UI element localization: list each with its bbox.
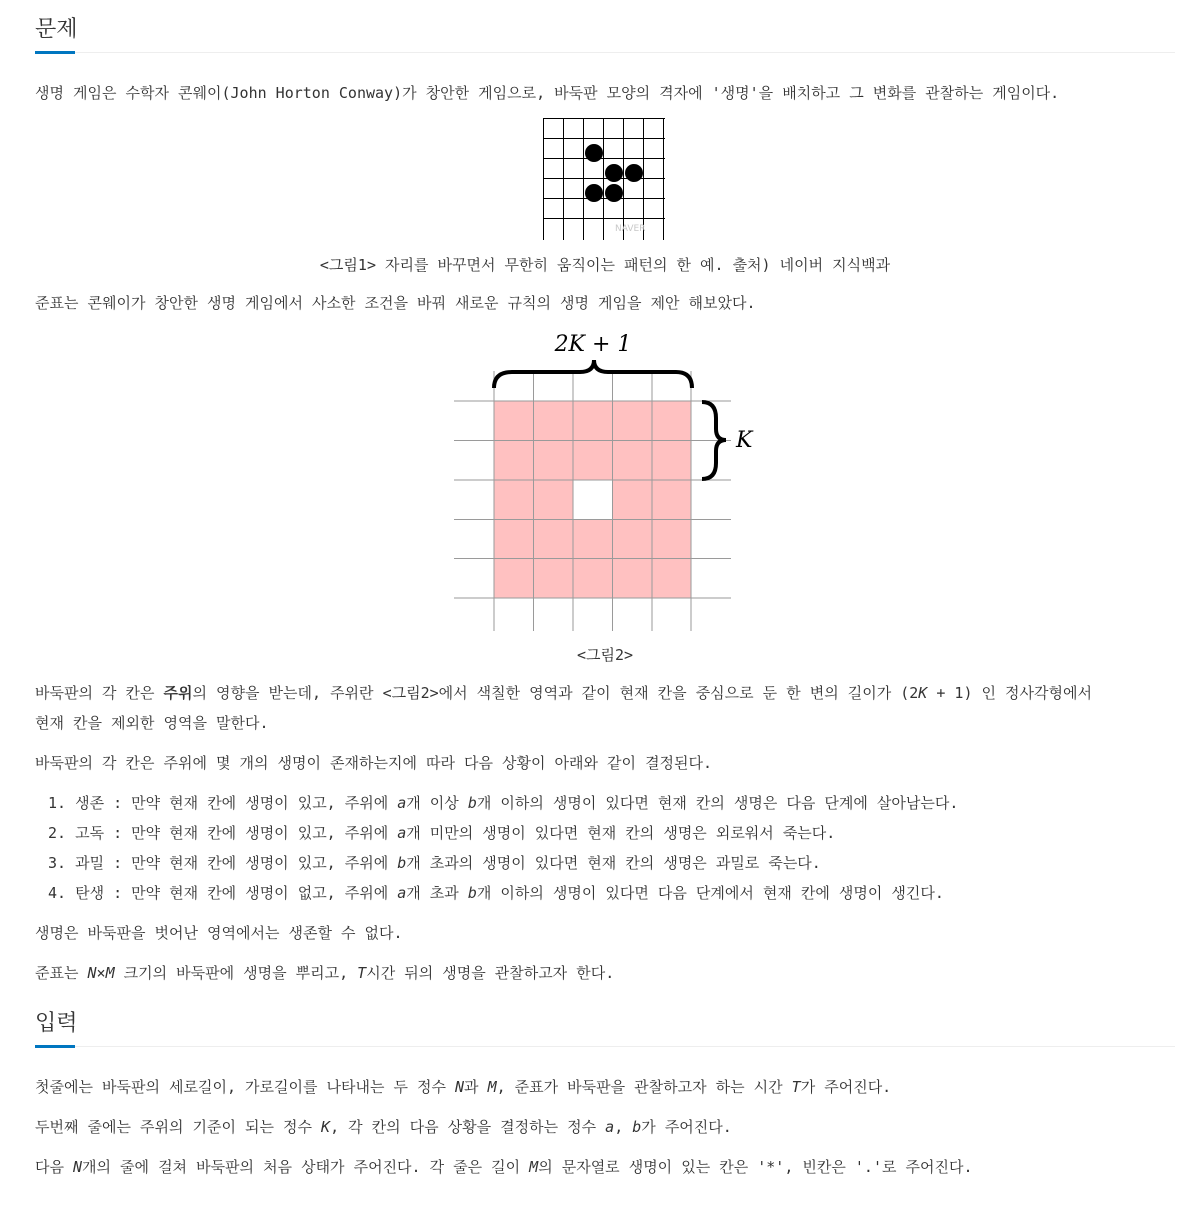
rule-item: 2. 고독 : 만약 현재 칸에 생명이 있고, 주위에 a개 미만의 생명이 있다면 현재 칸의 생명은 외로워서 죽는다. [48, 824, 836, 842]
figure2-neighborhood-diagram [454, 326, 764, 631]
center-cell [573, 480, 613, 520]
figure1-glider-grid [543, 118, 667, 240]
live-cell [605, 164, 623, 182]
figure2-top-label: 2K + 1 [554, 332, 632, 357]
problem-heading: 문제 [35, 17, 78, 42]
neighborhood-definition: 바둑판의 각 칸은 주위의 영향을 받는데, 주위란 <그림2>에서 색칠한 영역과 같이 현재 칸을 중심으로 둔 한 변의 길이가 (2K + 1) 인 정사각형에서 [35, 684, 1092, 702]
intro-paragraph: 생명 게임은 수학자 콘웨이(John Horton Conway)가 창안한 게임으로, 바둑판 모양의 격자에 '생명'을 배치하고 그 변화를 관찰하는 게임이다. [35, 84, 1060, 102]
input-line-1: 첫줄에는 바둑판의 세로길이, 가로길이를 나타내는 두 정수 N과 M, 준표가 바둑판을 관찰하고자 하는 시간 T가 주어진다. [35, 1078, 892, 1096]
heading-accent-bar [35, 1045, 75, 1048]
input-line-2: 두번째 줄에는 주위의 기준이 되는 정수 K, 각 칸의 다음 상황을 결정하는 정수 a, b가 주어진다. [35, 1118, 732, 1136]
figure2-side-label: K [736, 428, 753, 453]
figure1-watermark: NAVER [615, 224, 646, 234]
input-section-header [35, 1010, 1175, 1038]
rule-item: 3. 과밀 : 만약 현재 칸에 생명이 있고, 주위에 b개 초과의 생명이 있다면 현재 칸의 생명은 과밀로 죽는다. [48, 854, 821, 872]
rule-item: 4. 탄생 : 만약 현재 칸에 생명이 없고, 주위에 a개 초과 b개 이하의 생명이 있다면 다음 단계에서 현재 칸에 생명이 생긴다. [48, 884, 944, 902]
live-cell [585, 184, 603, 202]
top-brace [494, 360, 692, 388]
heading-divider [35, 1046, 1175, 1047]
figure2-caption: <그림2> [576, 646, 634, 664]
live-cell [625, 164, 643, 182]
problem-section-header [35, 16, 1175, 44]
live-cell [605, 184, 623, 202]
bold-term-neighbor: 주위 [163, 684, 193, 702]
rule-item: 1. 생존 : 만약 현재 칸에 생명이 있고, 주위에 a개 이상 b개 이하의 생명이 있다면 현재 칸의 생명은 다음 단계에 살아남는다. [48, 794, 959, 812]
input-line-3: 다음 N개의 줄에 걸쳐 바둑판의 처음 상태가 주어진다. 각 줄은 길이 M의 문자열로 생명이 있는 칸은 '*', 빈칸은 '.'로 주어진다. [35, 1158, 973, 1176]
rule-proposal-paragraph: 준표는 콘웨이가 창안한 생명 게임에서 사소한 조건을 바꿔 새로운 규칙의 생명 게임을 제안 해보았다. [35, 294, 756, 312]
live-cell [585, 144, 603, 162]
goal-paragraph: 준표는 N×M 크기의 바둑판에 생명을 뿌리고, T시간 뒤의 생명을 관찰하고자 한다. [35, 964, 615, 982]
status-paragraph: 바둑판의 각 칸은 주위에 몇 개의 생명이 존재하는지에 따라 다음 상황이 아래와 같이 결정된다. [35, 754, 713, 772]
figure1-caption: <그림1> 자리를 바꾸면서 무한히 움직이는 패턴의 한 예. 출처) 네이버 지식백과 [319, 256, 891, 274]
edge-paragraph: 생명은 바둑판을 벗어난 영역에서는 생존할 수 없다. [35, 924, 403, 942]
heading-divider [35, 52, 1175, 53]
neighborhood-definition-line2: 현재 칸을 제외한 영역을 말한다. [35, 714, 269, 732]
heading-accent-bar [35, 51, 75, 54]
input-heading: 입력 [35, 1011, 78, 1036]
